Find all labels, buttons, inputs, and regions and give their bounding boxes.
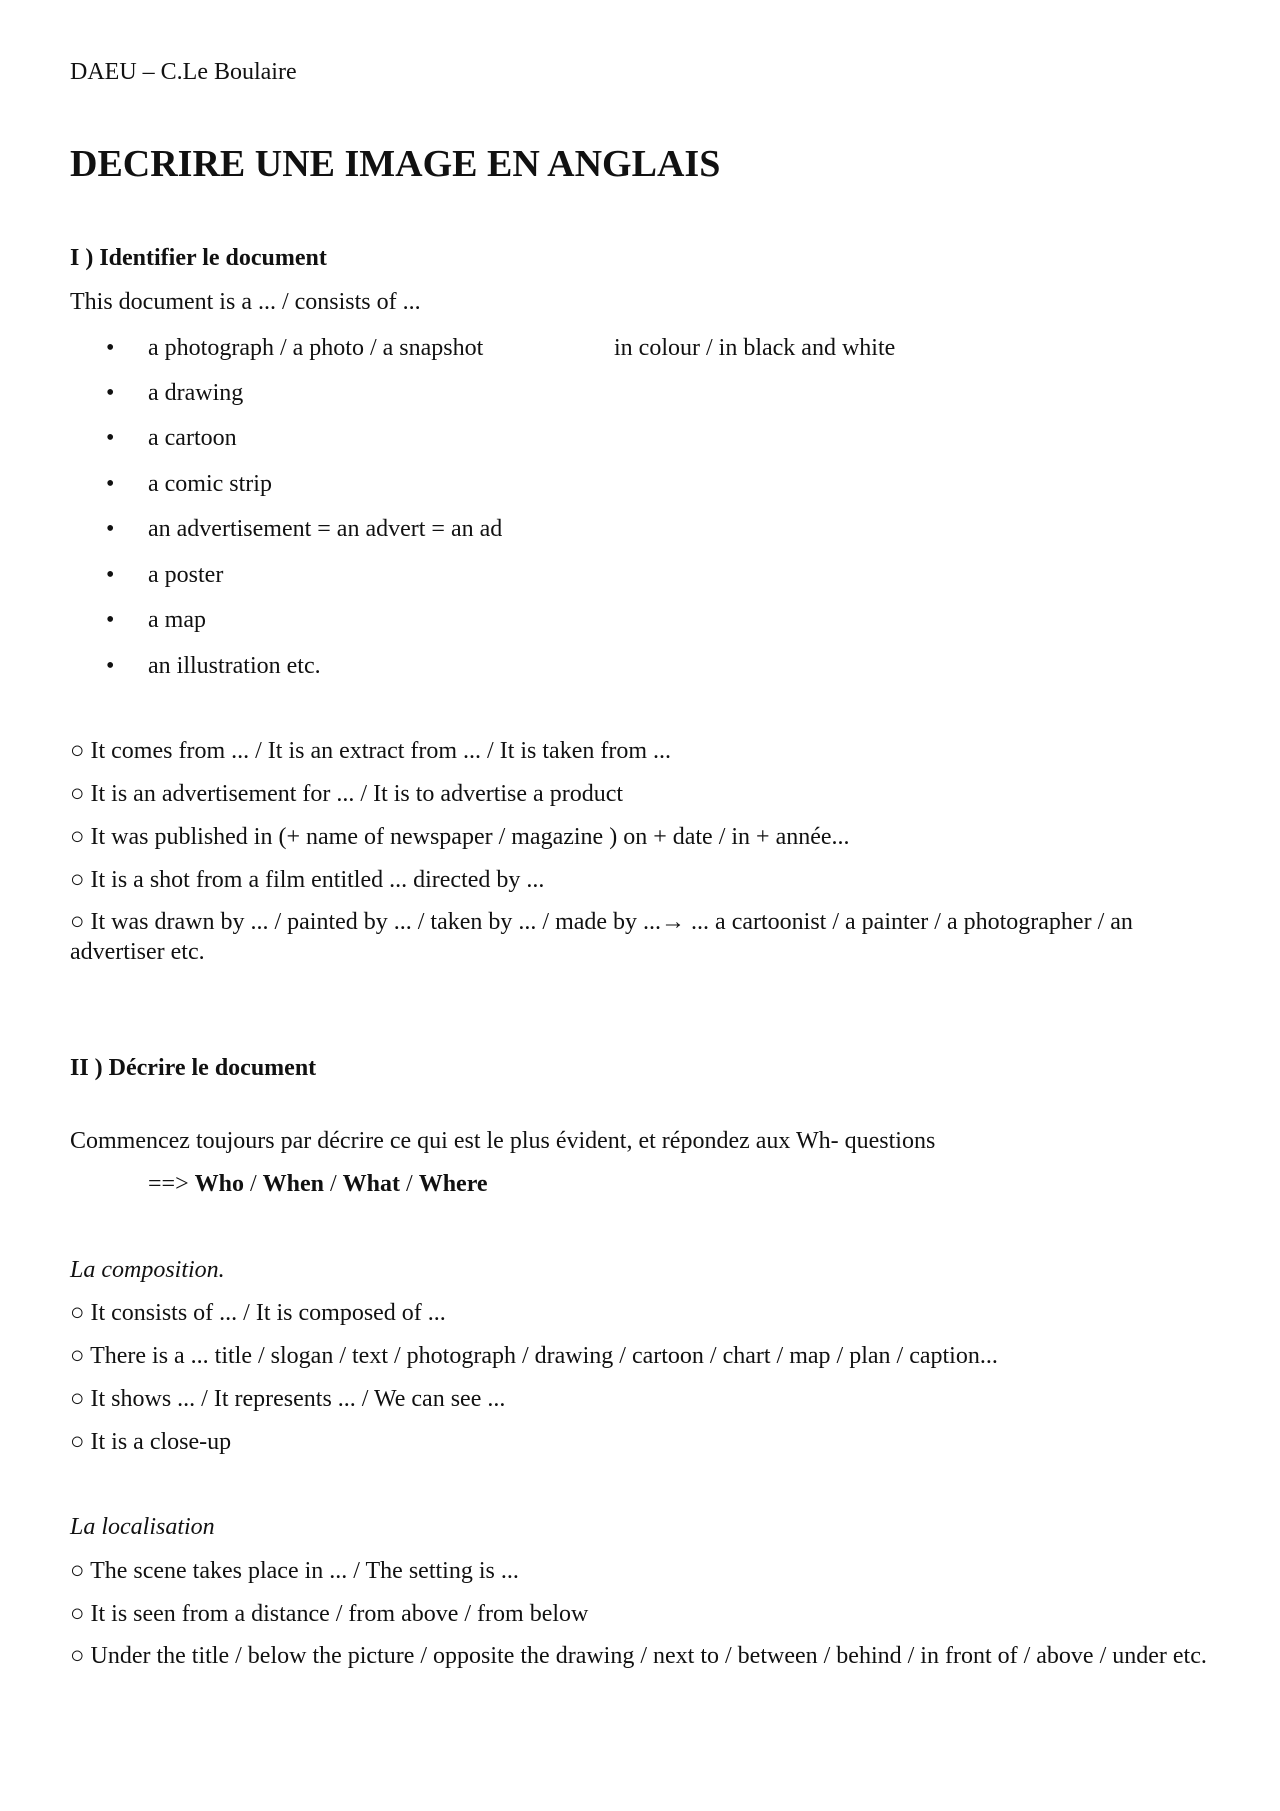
localisation-heading: La localisation (70, 1514, 215, 1540)
bullet-marker: • (106, 607, 115, 633)
composition-line: ○ It consists of ... / It is composed of ... (70, 1300, 446, 1326)
page-title: DECRIRE UNE IMAGE EN ANGLAIS (70, 143, 721, 185)
separator: / (400, 1171, 419, 1197)
document-header: DAEU – C.Le Boulaire (70, 59, 297, 85)
bullet-marker: • (106, 516, 115, 542)
bullet-marker: • (106, 380, 115, 406)
list-item: a map (148, 607, 206, 633)
wh-what: What (342, 1171, 401, 1197)
wh-when: When (262, 1171, 324, 1197)
section1-heading: I ) Identifier le document (70, 245, 327, 271)
bullet-marker: • (106, 335, 115, 361)
localisation-line: ○ The scene takes place in ... / The setting is ... (70, 1558, 519, 1584)
bullet-marker: • (106, 653, 115, 679)
colour-note: in colour / in black and white (614, 335, 896, 361)
source-line: ○ It was drawn by ... / painted by ... / taken by ... / made by ...→ ... a cartoonist / a painter / a photographer / an advertiser etc. (70, 909, 1133, 965)
wh-where: Where (418, 1171, 488, 1197)
section1-intro: This document is a ... / consists of ... (70, 289, 421, 315)
list-item: an advertisement = an advert = an ad (148, 516, 503, 542)
source-line: ○ It was published in (+ name of newspaper / magazine ) on + date / in + année... (70, 824, 850, 850)
localisation-line: ○ It is seen from a distance / from above / from below (70, 1601, 589, 1627)
list-item: a poster (148, 562, 224, 588)
composition-line: ○ It is a close-up (70, 1429, 232, 1455)
wh-who: Who (194, 1171, 244, 1197)
source-line: ○ It is an advertisement for ... / It is to advertise a product (70, 781, 624, 807)
bullet-marker: • (106, 471, 115, 497)
bullet-marker: • (106, 562, 115, 588)
list-item: a cartoon (148, 425, 237, 451)
composition-heading: La composition. (70, 1257, 225, 1283)
list-item: a drawing (148, 380, 244, 406)
source-line: ○ It comes from ... / It is an extract from ... / It is taken from ... (70, 738, 672, 764)
source-line: ○ It is a shot from a film entitled ... directed by ... (70, 867, 545, 893)
section2-intro: Commencez toujours par décrire ce qui est le plus évident, et répondez aux Wh- questions (70, 1128, 936, 1154)
list-item: a comic strip (148, 471, 272, 497)
list-item: an illustration etc. (148, 653, 321, 679)
localisation-line: ○ Under the title / below the picture / opposite the drawing / next to / between / behind / in front of / above / under etc. (70, 1643, 1207, 1669)
wh-questions-line (148, 1170, 488, 1198)
bullet-marker: • (106, 425, 115, 451)
separator: / (243, 1171, 263, 1197)
list-item: a photograph / a photo / a snapshot (148, 335, 484, 361)
arrow-symbol: ==> (148, 1171, 195, 1197)
composition-line: ○ It shows ... / It represents ... / We can see ... (70, 1386, 506, 1412)
composition-line: ○ There is a ... title / slogan / text / photograph / drawing / cartoon / chart / map / plan / caption... (70, 1343, 998, 1369)
separator: / (324, 1171, 343, 1197)
section2-heading: II ) Décrire le document (70, 1055, 317, 1081)
